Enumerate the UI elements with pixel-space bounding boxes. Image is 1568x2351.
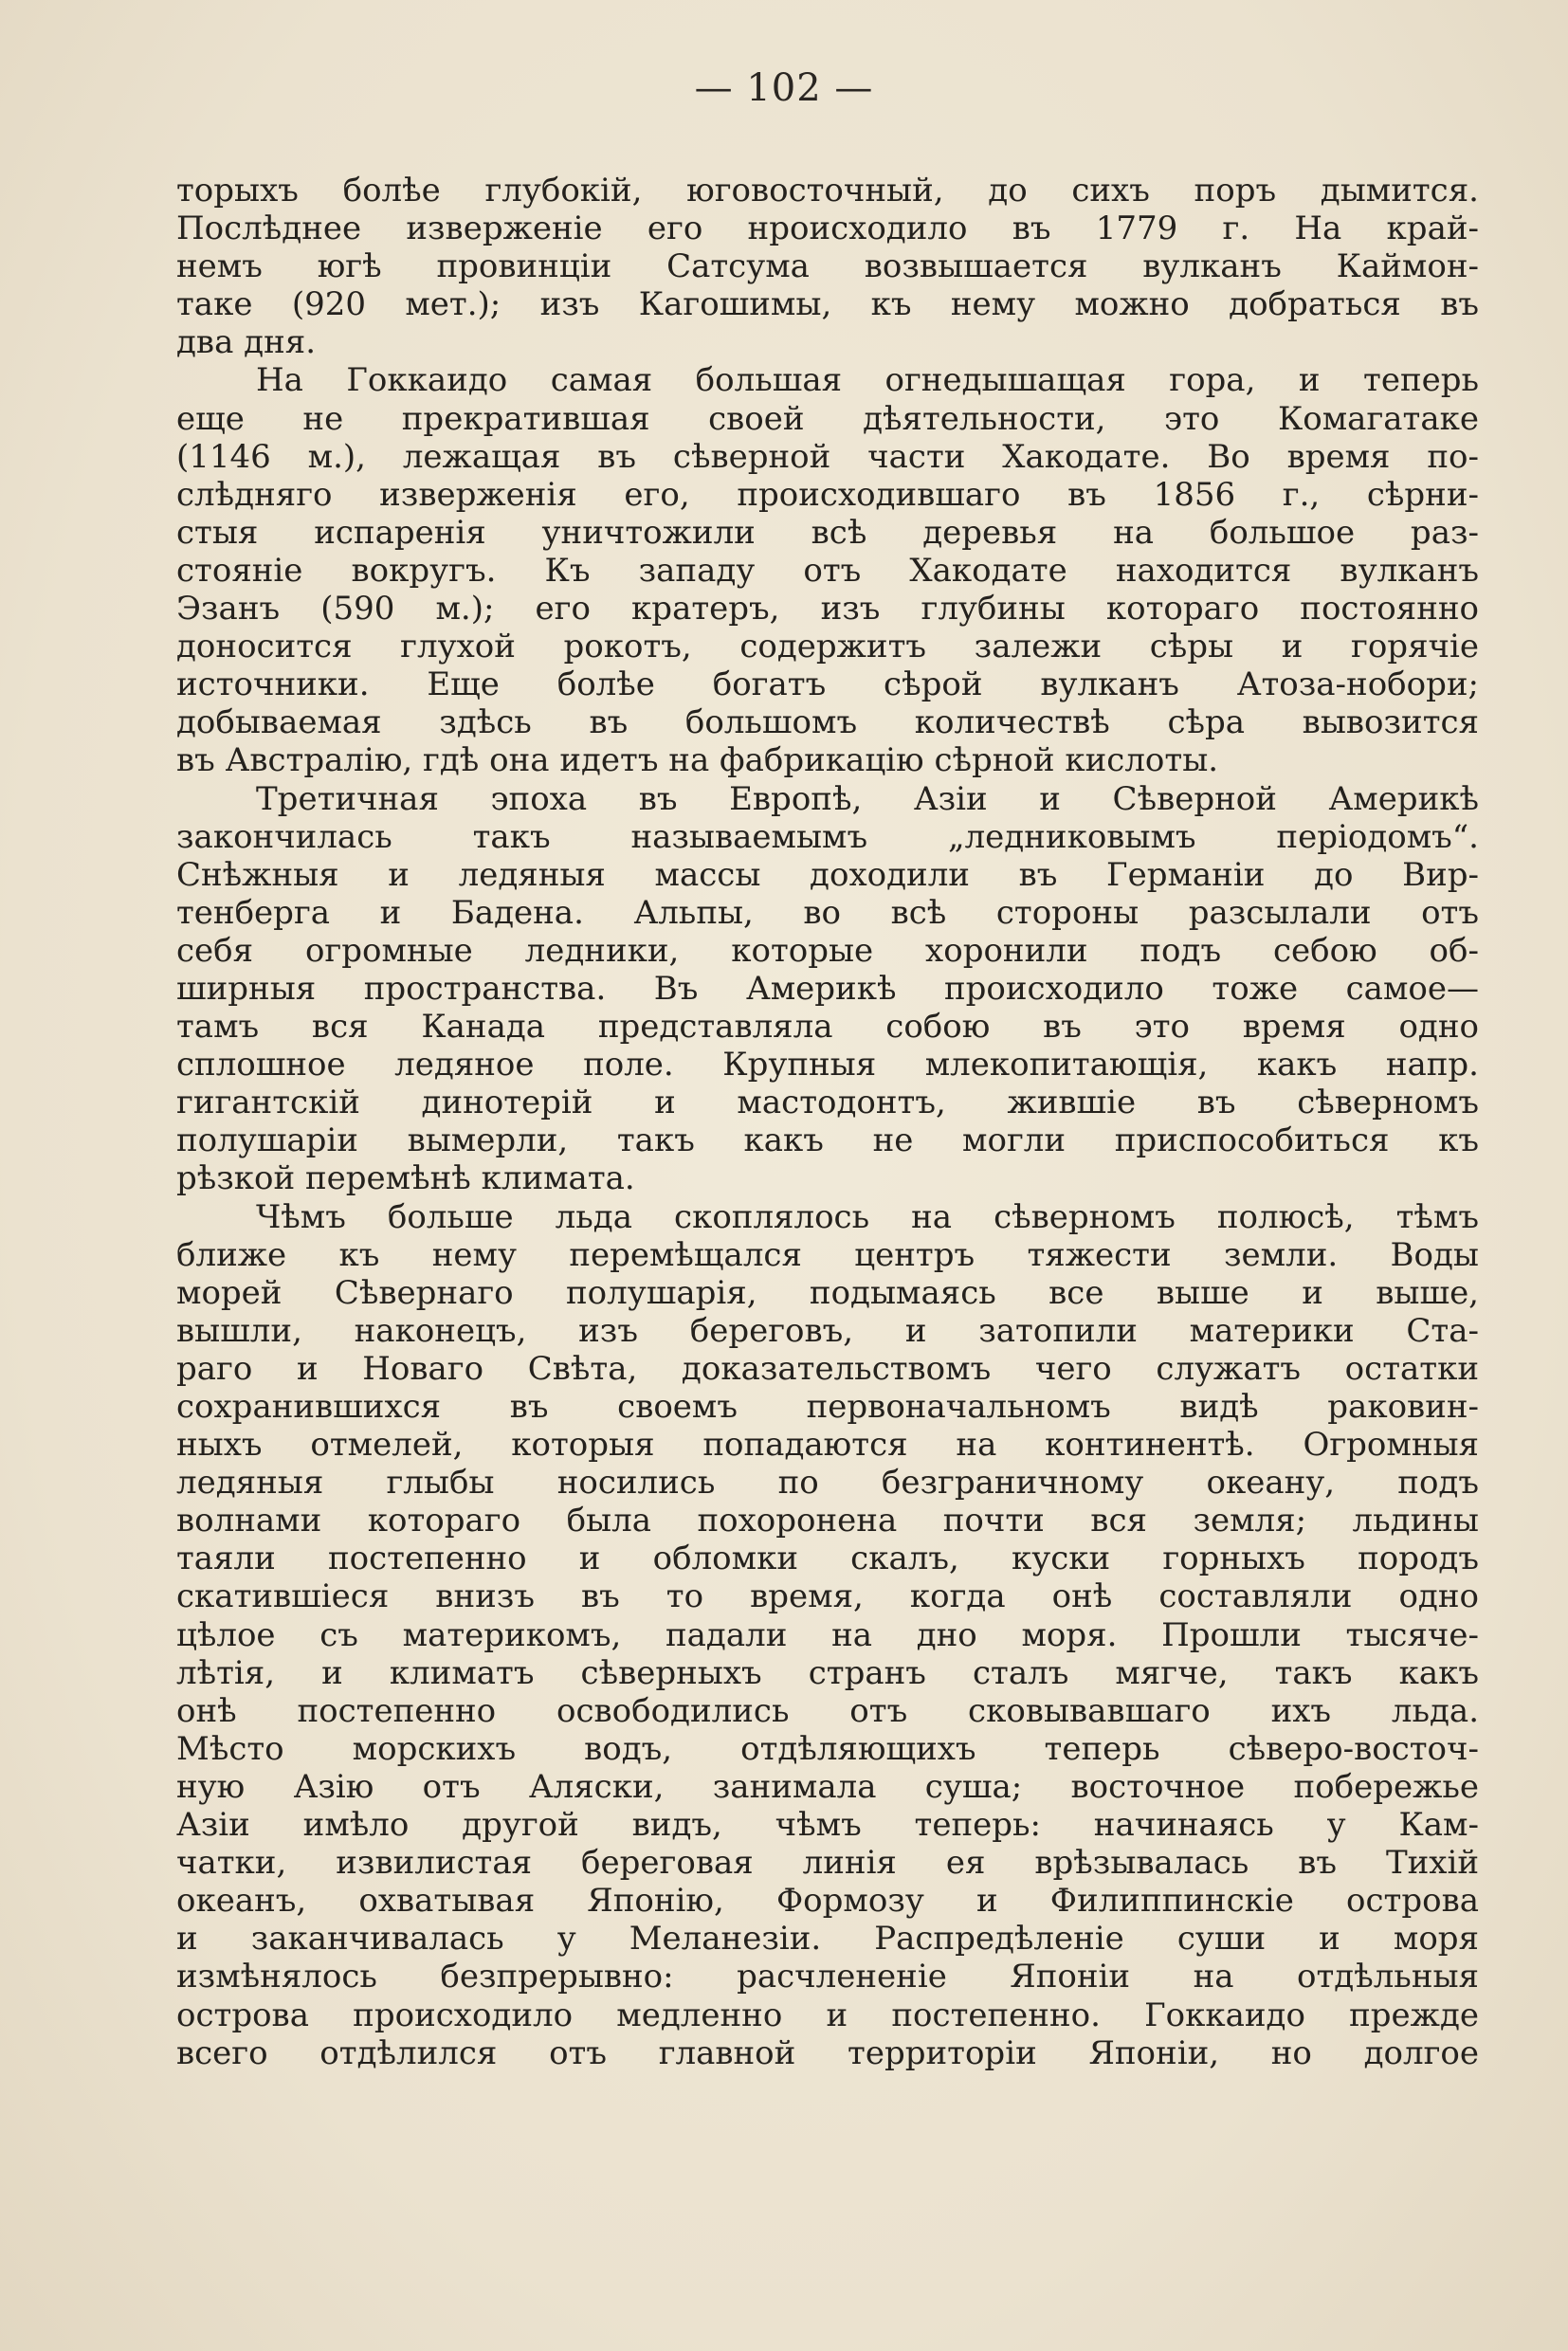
text-line: сохранившихся въ своемъ первоначальномъ видѣ раковин- xyxy=(176,1388,1479,1426)
page-number: — 102 — xyxy=(694,66,874,110)
text-line: рѣзкой перемѣнѣ климата. xyxy=(176,1159,635,1198)
text-line: лѣтія, и климатъ сѣверныхъ странъ сталъ мягче, такъ какъ xyxy=(176,1653,1479,1692)
text-line: себя огромные ледники, которые хоронили подъ себою об- xyxy=(176,931,1479,970)
text-line: волнами котораго была похоронена почти вся земля; льдины xyxy=(176,1502,1479,1540)
text-line: добываемая здѣсь въ большомъ количествѣ сѣра вывозится xyxy=(176,703,1479,742)
text-line: ную Азію отъ Аляски, занимала суша; восточное побережье xyxy=(176,1767,1479,1806)
text-line: Третичная эпоха въ Европѣ, Азіи и Сѣверной Америкѣ xyxy=(256,779,1479,818)
text-line: таяли постепенно и обломки скалъ, куски горныхъ породъ xyxy=(176,1540,1479,1578)
text-line: закончилась такъ называемымъ „ледниковымъ періодомъ“. xyxy=(176,817,1479,856)
text-line: цѣлое съ материкомъ, падали на дно моря. Прошли тысяче- xyxy=(176,1615,1479,1654)
text-line: стояніе вокругъ. Къ западу отъ Хакодате находится вулканъ xyxy=(176,551,1479,590)
text-line: ближе къ нему перемѣщался центръ тяжести земли. Воды xyxy=(176,1235,1479,1274)
text-line: слѣдняго изверженія его, происходившаго въ 1856 г., сѣрни- xyxy=(176,475,1479,514)
text-line: тенберга и Бадена. Альпы, во всѣ стороны разсылали отъ xyxy=(176,893,1479,932)
text-line: тамъ вся Канада представляла собою въ это время одно xyxy=(176,1008,1479,1047)
text-line: Чѣмъ больше льда скоплялось на сѣверномъ полюсѣ, тѣмъ xyxy=(256,1197,1479,1236)
text-line: скатившіеся внизъ въ то время, когда онѣ составляли одно xyxy=(176,1577,1479,1616)
text-line: Азіи имѣло другой видъ, чѣмъ теперь: начинаясь у Кам- xyxy=(176,1806,1479,1845)
text-line: измѣнялось безпрерывно: расчлененіе Японіи на отдѣльныя xyxy=(176,1958,1479,1996)
text-line: На Гоккаидо самая большая огнедышащая гора, и теперь xyxy=(256,361,1479,400)
text-line: стыя испаренія уничтожили всѣ деревья на большое раз- xyxy=(176,513,1479,552)
text-line: всего отдѣлился отъ главной территоріи Японіи, но долгое xyxy=(176,2033,1479,2072)
text-line: Послѣднее изверженіе его нроисходило въ 1779 г. На край- xyxy=(176,210,1479,248)
text-line: раго и Новаго Свѣта, доказательствомъ чего служатъ остатки xyxy=(176,1349,1479,1388)
text-line: и заканчивалась у Меланезіи. Распредѣленіе суши и моря xyxy=(176,1920,1479,1959)
text-line: источники. Еще болѣе богатъ сѣрой вулканъ Атоза-нобори; xyxy=(176,665,1479,704)
text-line: океанъ, охватывая Японію, Формозу и Филиппинскіе острова xyxy=(176,1882,1479,1921)
text-line: сплошное ледяное поле. Крупныя млекопитающія, какъ напр. xyxy=(176,1046,1479,1084)
text-line: торыхъ болѣе глубокій, юговосточный, до сихъ поръ дымится. xyxy=(176,172,1479,210)
text-line: вышли, наконецъ, изъ береговъ, и затопили материки Ста- xyxy=(176,1311,1479,1350)
text-line: немъ югѣ провинціи Сатсума возвышается вулканъ Каймон- xyxy=(176,247,1479,286)
text-line: (1146 м.), лежащая въ сѣверной части Хакодате. Во время по- xyxy=(176,437,1479,476)
text-line: ширныя пространства. Въ Америкѣ происходило тоже самое— xyxy=(176,969,1479,1008)
text-line: еще не прекратившая своей дѣятельности, это Комагатаке xyxy=(176,399,1479,438)
text-line: гигантскій динотерій и мастодонтъ, жившіе въ сѣверномъ xyxy=(176,1084,1479,1122)
text-line: полушаріи вымерли, такъ какъ не могли приспособиться къ xyxy=(176,1121,1479,1160)
text-line: доносится глухой рокотъ, содержитъ залежи сѣры и горячіе xyxy=(176,628,1479,666)
text-line: острова происходило медленно и постепенно. Гоккаидо прежде xyxy=(176,1996,1479,2034)
body-text xyxy=(176,172,1479,2072)
text-line: таке (920 мет.); изъ Кагошимы, къ нему можно добраться въ xyxy=(176,285,1479,324)
text-line: морей Сѣвернаго полушарія, подымаясь все выше и выше, xyxy=(176,1273,1479,1312)
text-line: онѣ постепенно освободились отъ сковывавшаго ихъ льда. xyxy=(176,1691,1479,1730)
text-line: Мѣсто морскихъ водъ, отдѣляющихъ теперь сѣверо-восточ- xyxy=(176,1729,1479,1768)
text-line: ледяныя глыбы носились по безграничному океану, подъ xyxy=(176,1464,1479,1503)
text-line: ныхъ отмелей, которыя попадаются на континентѣ. Огромныя xyxy=(176,1426,1479,1465)
text-line: Эзанъ (590 м.); его кратеръ, изъ глубины котораго постоянно xyxy=(176,590,1479,629)
text-line: Снѣжныя и ледяныя массы доходили въ Германіи до Вир- xyxy=(176,855,1479,894)
text-line: два дня. xyxy=(176,323,317,362)
text-line: въ Австралію, гдѣ она идетъ на фабрикацію сѣрной кислоты. xyxy=(176,741,1219,780)
text-line: чатки, извилистая береговая линія ея врѣзывалась въ Тихій xyxy=(176,1844,1479,1883)
